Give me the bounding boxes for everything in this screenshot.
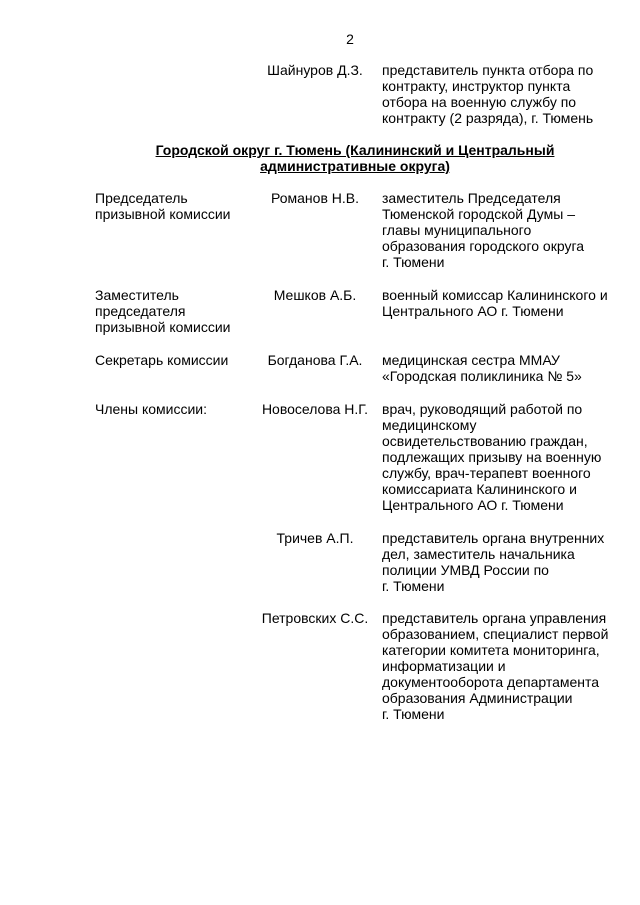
role-line: призывной комиссии xyxy=(95,206,231,222)
description-line: Тюменской городской Думы – xyxy=(382,206,575,222)
entry-description xyxy=(382,401,622,513)
entry-description xyxy=(382,190,622,270)
entry-description xyxy=(382,352,622,384)
description-line: отбора на военную службу по xyxy=(382,94,577,110)
description-line: полиции УМВД России по xyxy=(382,562,549,578)
entry-name: Мешков А.Б. xyxy=(273,287,357,303)
description-line: контракту (2 разряда), г. Тюмень xyxy=(382,110,594,126)
section-heading-line: Городской округ г. Тюмень (Калининский и Центральный xyxy=(155,142,555,158)
entry-role xyxy=(95,287,255,335)
entry-role xyxy=(95,401,255,417)
top-entry-name: Шайнуров Д.З. xyxy=(267,62,363,78)
description-line: образования Администрации xyxy=(382,690,573,706)
top-entry-description xyxy=(382,62,622,126)
description-line: службу, врач-терапевт военного xyxy=(382,465,591,481)
description-line: представитель пункта отбора по xyxy=(382,62,594,78)
section-heading xyxy=(120,142,590,174)
entry-role xyxy=(95,352,255,368)
entry-description xyxy=(382,610,622,722)
role-line: Члены комиссии: xyxy=(95,401,208,417)
description-line: г. Тюмени xyxy=(382,578,445,594)
description-line: представитель органа управления xyxy=(382,610,607,626)
entry-role xyxy=(95,190,255,222)
description-line: документооборота департамента xyxy=(382,674,600,690)
description-line: медицинская сестра ММАУ xyxy=(382,352,560,368)
description-line: Центрального АО г. Тюмени xyxy=(382,497,564,513)
description-line: представитель органа внутренних xyxy=(382,530,605,546)
description-line: врач, руководящий работой по xyxy=(382,401,583,417)
entry-name: Петровских С.С. xyxy=(261,610,369,626)
description-line: военный комиссар Калининского и xyxy=(382,287,608,303)
role-line: призывной комиссии xyxy=(95,319,231,335)
description-line: г. Тюмени xyxy=(382,254,445,270)
entry-name: Новоселова Н.Г. xyxy=(261,401,369,417)
description-line: категории комитета мониторинга, xyxy=(382,642,600,658)
description-line: информатизации и xyxy=(382,658,506,674)
page-number: 2 xyxy=(346,31,354,47)
role-line: Председатель xyxy=(95,190,188,206)
description-line: г. Тюмени xyxy=(382,706,445,722)
entry-name: Тричев А.П. xyxy=(276,530,354,546)
description-line: заместитель Председателя xyxy=(382,190,561,206)
role-line: Заместитель xyxy=(95,287,179,303)
entry-description xyxy=(382,530,622,594)
entry-description xyxy=(382,287,622,319)
description-line: дел, заместитель начальника xyxy=(382,546,575,562)
description-line: контракту, инструктор пункта xyxy=(382,78,571,94)
description-line: медицинскому xyxy=(382,417,477,433)
description-line: комиссариата Калининского и xyxy=(382,481,577,497)
entry-name: Богданова Г.А. xyxy=(267,352,363,368)
role-line: председателя xyxy=(95,303,186,319)
description-line: образованием, специалист первой xyxy=(382,626,609,642)
description-line: освидетельствованию граждан, xyxy=(382,433,588,449)
entry-name: Романов Н.В. xyxy=(271,190,359,206)
role-line: Секретарь комиссии xyxy=(95,352,229,368)
description-line: Центрального АО г. Тюмени xyxy=(382,303,564,319)
description-line: подлежащих призыву на военную xyxy=(382,449,602,465)
description-line: образования городского округа xyxy=(382,238,585,254)
description-line: главы муниципального xyxy=(382,222,532,238)
description-line: «Городская поликлиника № 5» xyxy=(382,368,582,384)
section-heading-line: административные округа) xyxy=(260,158,450,174)
